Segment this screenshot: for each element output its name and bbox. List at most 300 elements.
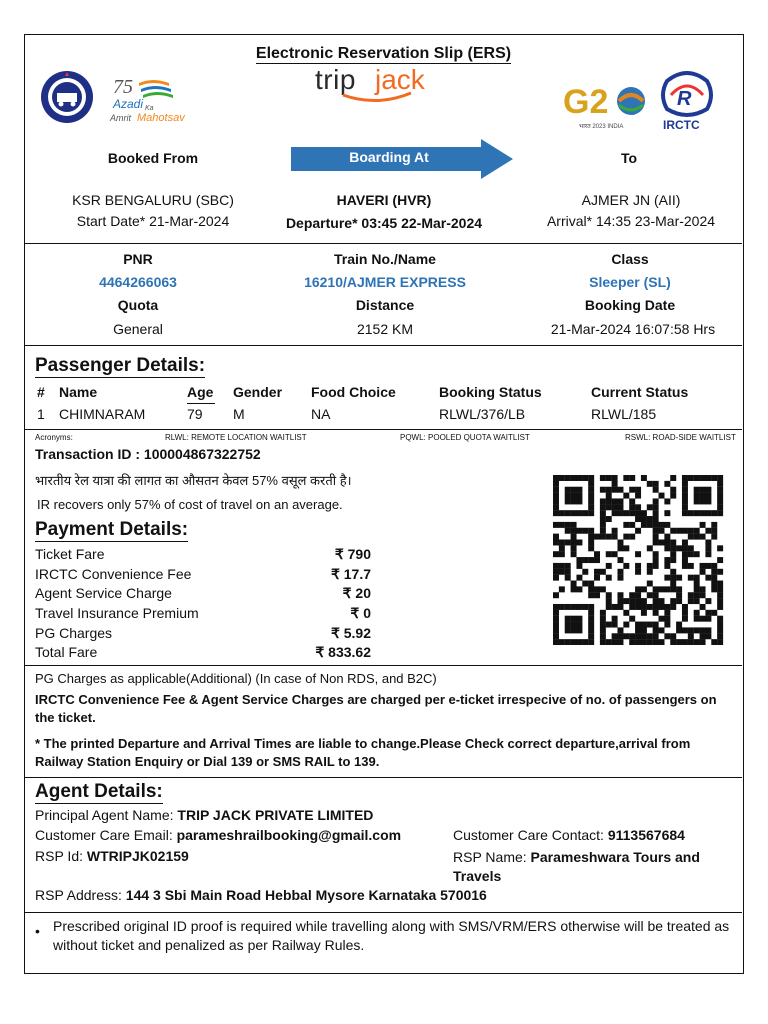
qr-module [694, 487, 700, 493]
qr-module [641, 598, 647, 604]
qr-module [629, 592, 635, 598]
qr-module [600, 610, 606, 616]
qr-module [623, 563, 629, 569]
qr-module [647, 633, 653, 639]
qr-module [576, 627, 582, 633]
qr-module [635, 510, 641, 516]
qr-module [582, 528, 588, 534]
qr-module [629, 616, 635, 622]
qr-module [612, 498, 618, 504]
qr-module [641, 633, 647, 639]
qr-module [717, 604, 723, 610]
qr-module [653, 610, 659, 616]
qr-module [600, 616, 606, 622]
qr-module [594, 534, 600, 540]
qr-module [600, 498, 606, 504]
arrival-time: Arrival* 14:35 23-Mar-2024 [546, 213, 716, 229]
qr-module [688, 575, 694, 581]
qr-module [647, 639, 653, 645]
passenger-details-heading [35, 355, 205, 377]
qr-module [553, 569, 559, 575]
hindi-cost-note: भारतीय रेल यात्रा की लागत का औसतन केवल 57% वसूल करती है। [35, 473, 352, 488]
qr-module [682, 528, 688, 534]
payment-details-heading [35, 519, 188, 541]
qr-module [711, 475, 717, 481]
qr-module [717, 493, 723, 499]
qr-module [688, 534, 694, 540]
qr-module [705, 616, 711, 622]
cost-note: IR recovers only 57% of cost of travel on an average. [37, 497, 343, 512]
qr-module [576, 539, 582, 545]
qr-module [688, 528, 694, 534]
qr-module [606, 498, 612, 504]
qr-module [576, 616, 582, 622]
qr-module [571, 545, 577, 551]
principal-agent-label: Principal Agent Name: [35, 807, 178, 823]
qr-module [612, 487, 618, 493]
qr-module [565, 616, 571, 622]
qr-module [705, 510, 711, 516]
qr-module [600, 528, 606, 534]
passenger-details-heading-text: Passenger Details: [35, 355, 206, 376]
qr-module [559, 586, 565, 592]
qr-module [559, 522, 565, 528]
qr-module [571, 522, 577, 528]
qr-module [670, 557, 676, 563]
qr-module [600, 627, 606, 633]
qr-module [664, 610, 670, 616]
fare-amount: ₹ 17.7 [330, 566, 371, 582]
qr-module [559, 539, 565, 545]
distance-value: 2152 KM [356, 321, 414, 337]
qr-module [670, 551, 676, 557]
qr-module [588, 604, 594, 610]
qr-module [559, 604, 565, 610]
qr-module [670, 569, 676, 575]
qr-module [635, 604, 641, 610]
rsp-id-value: WTRIPJK02159 [86, 848, 189, 864]
qr-module [647, 504, 653, 510]
qr-module [635, 622, 641, 628]
qr-module [576, 557, 582, 563]
qr-module [576, 604, 582, 610]
quota-label: Quota [117, 297, 159, 313]
svg-text:Azadi: Azadi [113, 97, 144, 111]
qr-module [659, 604, 665, 610]
qr-module [641, 516, 647, 522]
principal-agent [35, 807, 373, 823]
qr-module [653, 639, 659, 645]
svg-text:75: 75 [113, 76, 133, 98]
qr-module [623, 545, 629, 551]
qr-module [565, 639, 571, 645]
agent-details-heading [35, 781, 163, 803]
indian-railways-logo [39, 69, 95, 125]
fare-amount: ₹ 5.92 [330, 625, 371, 641]
qr-module [694, 475, 700, 481]
boarding-station: HAVERI (HVR) [336, 192, 432, 208]
qr-module [641, 627, 647, 633]
svg-text:jack: jack [375, 65, 425, 95]
acronym-pqwl: PQWL: POOLED QUOTA WAITLIST [400, 433, 530, 442]
qr-module [553, 563, 559, 569]
qr-module [612, 475, 618, 481]
qr-module [629, 604, 635, 610]
qr-module [571, 627, 577, 633]
qr-module [565, 487, 571, 493]
qr-module [606, 604, 612, 610]
qr-module [617, 510, 623, 516]
qr-module [576, 563, 582, 569]
passenger-current-status: RLWL/185 [591, 406, 657, 422]
qr-module [688, 592, 694, 598]
qr-module [717, 504, 723, 510]
qr-module [588, 487, 594, 493]
qr-module [571, 528, 577, 534]
qr-module [588, 534, 594, 540]
qr-module [565, 522, 571, 528]
qr-module [682, 557, 688, 563]
qr-module [700, 534, 706, 540]
qr-module [571, 581, 577, 587]
qr-module [606, 493, 612, 499]
qr-module [653, 586, 659, 592]
qr-module [617, 545, 623, 551]
qr-module [688, 598, 694, 604]
qr-module [571, 539, 577, 545]
qr-module [559, 475, 565, 481]
qr-module [676, 586, 682, 592]
qr-module [711, 610, 717, 616]
rsp-id-label: RSP Id: [35, 848, 87, 864]
qr-module [635, 633, 641, 639]
qr-module [629, 639, 635, 645]
qr-module [565, 627, 571, 633]
qr-module [600, 633, 606, 639]
qr-module [711, 639, 717, 645]
from-station: KSR BENGALURU (SBC) [72, 192, 234, 208]
qr-module [688, 510, 694, 516]
qr-module [682, 504, 688, 510]
qr-module [553, 504, 559, 510]
qr-module [682, 487, 688, 493]
qr-module [682, 639, 688, 645]
qr-module [664, 510, 670, 516]
customer-care-email-label: Customer Care Email: [35, 827, 177, 843]
qr-module [694, 528, 700, 534]
qr-module [641, 604, 647, 610]
to-label: To [620, 150, 638, 166]
qr-module [647, 581, 653, 587]
qr-module [571, 622, 577, 628]
convenience-fee-note: IRCTC Convenience Fee & Agent Service Charges are charged per e-ticket irrespecive of no. of passengers on the ticket. [35, 692, 717, 725]
qr-module [600, 522, 606, 528]
qr-module [588, 475, 594, 481]
qr-module [700, 586, 706, 592]
qr-module [653, 498, 659, 504]
qr-module [635, 528, 641, 534]
qr-module [553, 575, 559, 581]
qr-module [664, 575, 670, 581]
qr-module [553, 627, 559, 633]
qr-module [647, 481, 653, 487]
qr-module [617, 639, 623, 645]
qr-module [641, 510, 647, 516]
qr-module [623, 534, 629, 540]
qr-module [659, 539, 665, 545]
qr-module [682, 498, 688, 504]
qr-module [700, 616, 706, 622]
qr-module [629, 487, 635, 493]
qr-module [588, 510, 594, 516]
qr-module [688, 563, 694, 569]
qr-module [629, 598, 635, 604]
distance-label: Distance [355, 297, 415, 313]
qr-module [571, 551, 577, 557]
qr-module [588, 633, 594, 639]
qr-module [694, 534, 700, 540]
qr-module [623, 510, 629, 516]
qr-module [664, 545, 670, 551]
qr-module [576, 475, 582, 481]
qr-module [653, 627, 659, 633]
qr-module [705, 598, 711, 604]
rsp-id [35, 848, 189, 864]
qr-module [588, 592, 594, 598]
age-underline [187, 403, 215, 404]
tripjack-logo [313, 65, 443, 105]
qr-module [559, 545, 565, 551]
qr-module [576, 528, 582, 534]
qr-module [606, 592, 612, 598]
class-value: Sleeper (SL) [589, 274, 671, 290]
pnr-value: 4464266063 [99, 274, 177, 290]
qr-module [588, 616, 594, 622]
qr-module [694, 592, 700, 598]
start-date: Start Date* 21-Mar-2024 [76, 213, 230, 229]
qr-module [664, 633, 670, 639]
qr-module [705, 627, 711, 633]
qr-module [653, 504, 659, 510]
qr-module [629, 522, 635, 528]
qr-module [717, 557, 723, 563]
qr-module [653, 604, 659, 610]
svg-text:Ka: Ka [145, 105, 154, 112]
passenger-food: NA [311, 406, 331, 422]
qr-module [565, 622, 571, 628]
qr-module [588, 493, 594, 499]
qr-module [705, 545, 711, 551]
divider [25, 912, 742, 913]
qr-module [688, 551, 694, 557]
rsp-address-value: 144 3 Sbi Main Road Hebbal Mysore Karnataka 570016 [125, 887, 487, 903]
qr-module [612, 504, 618, 510]
qr-module [688, 639, 694, 645]
qr-module [606, 504, 612, 510]
qr-module [717, 622, 723, 628]
qr-module [653, 633, 659, 639]
qr-module [694, 575, 700, 581]
qr-module [647, 592, 653, 598]
col-header: Current Status [591, 384, 689, 400]
qr-module [688, 545, 694, 551]
qr-module [664, 481, 670, 487]
qr-module [659, 493, 665, 499]
acronym-rswl: RSWL: ROAD-SIDE WAITLIST [625, 433, 736, 442]
qr-module [612, 622, 618, 628]
passenger-booking-status: RLWL/376/LB [439, 406, 526, 422]
qr-module [629, 498, 635, 504]
qr-module [582, 604, 588, 610]
qr-module [670, 575, 676, 581]
svg-text:R: R [677, 88, 692, 110]
to-station: AJMER JN (AII) [581, 192, 681, 208]
fare-label: Agent Service Charge [35, 585, 172, 601]
qr-module [582, 475, 588, 481]
qr-module [664, 557, 670, 563]
qr-module [553, 604, 559, 610]
qr-module [617, 504, 623, 510]
rsp-name-value: Parameshwara Tours and Travels [453, 849, 700, 884]
qr-module [659, 616, 665, 622]
qr-module [582, 639, 588, 645]
qr-module [617, 627, 623, 633]
qr-module [653, 539, 659, 545]
qr-module [682, 545, 688, 551]
qr-module [664, 522, 670, 528]
qr-module [571, 498, 577, 504]
qr-module [571, 475, 577, 481]
qr-module [606, 639, 612, 645]
qr-module [717, 545, 723, 551]
qr-module [705, 487, 711, 493]
qr-module [676, 627, 682, 633]
document-title-text: Electronic Reservation Slip (ERS) [255, 45, 512, 62]
qr-module [653, 622, 659, 628]
qr-module [565, 510, 571, 516]
principal-agent-value: TRIP JACK PRIVATE LIMITED [177, 807, 374, 823]
qr-module [700, 627, 706, 633]
customer-care-contact-value: 9113567684 [607, 827, 685, 843]
qr-module [682, 510, 688, 516]
time-change-note: * The printed Departure and Arrival Times are liable to change.Please Check correct departure,arrival from Railway Station Enquiry or Dial 139 or SMS RAIL to 139. [35, 736, 691, 769]
customer-care-contact-label: Customer Care Contact: [453, 827, 608, 843]
rsp-name [453, 848, 741, 886]
qr-module [617, 575, 623, 581]
g20-logo [563, 75, 651, 133]
qr-module [600, 510, 606, 516]
qr-module [635, 598, 641, 604]
qr-module [565, 498, 571, 504]
azadi-ka-amrit-mahotsav-logo [109, 73, 193, 125]
document-title [25, 45, 742, 63]
qr-module [641, 639, 647, 645]
qr-module [664, 586, 670, 592]
qr-module [594, 592, 600, 598]
agent-details-heading-text: Agent Details: [35, 781, 163, 802]
qr-module [623, 475, 629, 481]
qr-module [576, 586, 582, 592]
qr-module [606, 575, 612, 581]
qr-module [670, 598, 676, 604]
qr-module [553, 522, 559, 528]
col-header: # [37, 384, 45, 400]
qr-module [688, 627, 694, 633]
qr-module [576, 510, 582, 516]
qr-module [700, 604, 706, 610]
divider [25, 243, 742, 244]
qr-module [717, 510, 723, 516]
qr-module [635, 516, 641, 522]
qr-module [565, 563, 571, 569]
qr-module [717, 498, 723, 504]
qr-module [694, 498, 700, 504]
qr-module [676, 592, 682, 598]
qr-module [617, 539, 623, 545]
qr-module [582, 557, 588, 563]
qr-module [576, 493, 582, 499]
total-fare-amount: ₹ 833.62 [315, 644, 371, 660]
qr-module [612, 534, 618, 540]
qr-module [659, 598, 665, 604]
qr-module [600, 569, 606, 575]
rsp-address [35, 887, 487, 903]
booking-date-value: 21-Mar-2024 16:07:58 Hrs [550, 321, 716, 337]
qr-module [571, 534, 577, 540]
qr-module [670, 604, 676, 610]
qr-module [664, 604, 670, 610]
qr-module [623, 493, 629, 499]
qr-module [670, 528, 676, 534]
qr-module [676, 622, 682, 628]
qr-module [659, 639, 665, 645]
qr-module [629, 510, 635, 516]
qr-module [694, 581, 700, 587]
qr-module [553, 610, 559, 616]
qr-module [582, 581, 588, 587]
qr-module [588, 539, 594, 545]
acronyms-label: Acronyms: [35, 433, 73, 442]
qr-module [653, 551, 659, 557]
pnr-label: PNR [123, 251, 153, 267]
qr-module [635, 592, 641, 598]
qr-module [606, 534, 612, 540]
qr-module [717, 481, 723, 487]
qr-module [705, 563, 711, 569]
qr-module [659, 522, 665, 528]
qr-module [694, 551, 700, 557]
qr-module [641, 610, 647, 616]
qr-module [659, 586, 665, 592]
qr-module [600, 534, 606, 540]
qr-module [705, 610, 711, 616]
qr-module [617, 592, 623, 598]
qr-module [565, 528, 571, 534]
qr-module [617, 633, 623, 639]
qr-module [694, 510, 700, 516]
qr-module [670, 639, 676, 645]
customer-care-contact [453, 827, 685, 843]
qr-module [700, 569, 706, 575]
qr-module [717, 586, 723, 592]
qr-module [623, 522, 629, 528]
qr-module [670, 581, 676, 587]
qr-module [676, 575, 682, 581]
qr-module [711, 528, 717, 534]
transaction-id: Transaction ID : 100004867322752 [35, 446, 261, 462]
qr-module [571, 616, 577, 622]
qr-module [653, 510, 659, 516]
